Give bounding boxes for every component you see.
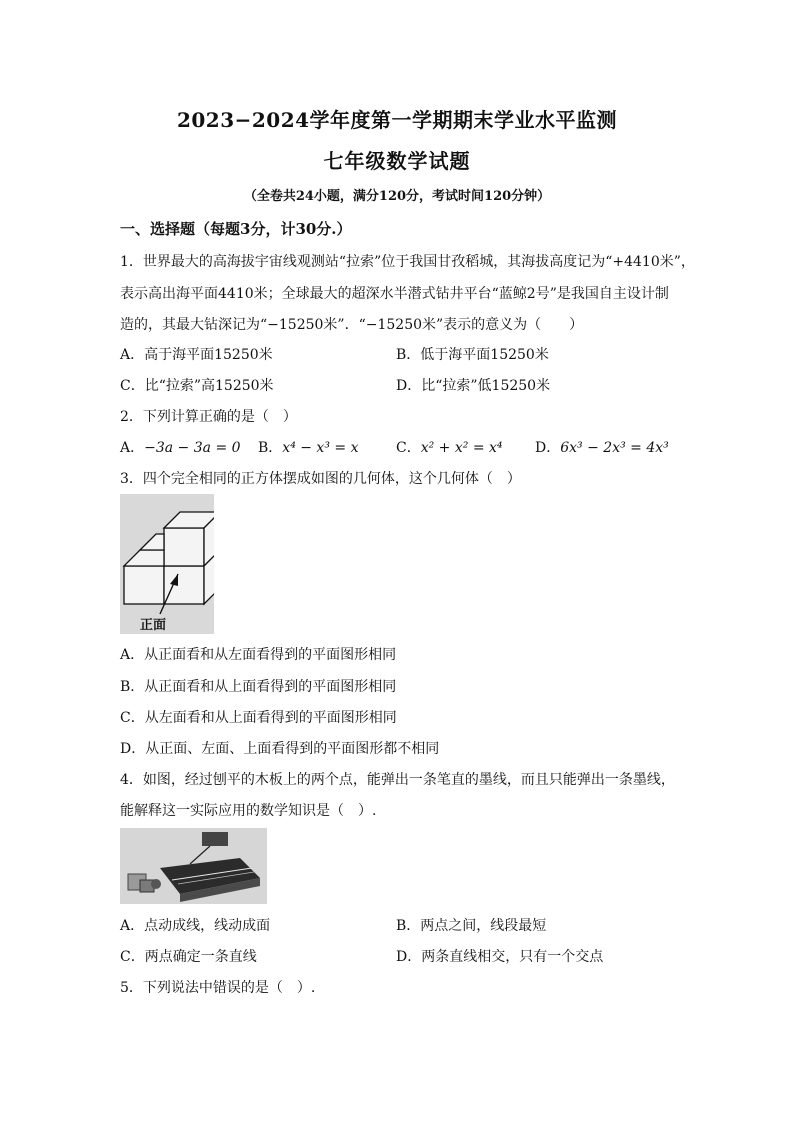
q2-stem: 2．下列计算正确的是（ ） bbox=[120, 409, 297, 425]
q1-stem-line1: 1．世界最大的高海拔宇宙线观测站“拉索”位于我国甘孜稻城，其海拔高度记为“+4410米”， bbox=[120, 254, 695, 270]
q2-option-a bbox=[120, 437, 241, 457]
q2-option-d-expr: 6x³ − 2x³ = 4x³ bbox=[560, 440, 669, 456]
q2-option-c-expr: x² + x² = x⁴ bbox=[420, 440, 503, 456]
q1-stem-line3: 造的，其最大钻深记为“−15250米”．“−15250米”表示的意义为（ ） bbox=[120, 317, 584, 333]
q3-figure-label: 正面 bbox=[140, 618, 167, 633]
q3-option-d: D．从正面、左面、上面看得到的平面图形都不相同 bbox=[120, 741, 440, 757]
q4-option-a: A．点动成线，线动成面 bbox=[120, 918, 271, 934]
q3-option-b: B．从正面看和从上面看得到的平面图形相同 bbox=[120, 679, 397, 695]
q2-option-d-label: D． bbox=[535, 440, 561, 456]
q4-option-b: B．两点之间，线段最短 bbox=[396, 918, 547, 934]
q2-option-a-expr: −3a − 3a = 0 bbox=[144, 440, 241, 456]
q3-stem: 3．四个完全相同的正方体摆成如图的几何体，这个几何体（ ） bbox=[120, 471, 521, 487]
q3-option-c: C．从左面看和从上面看得到的平面图形相同 bbox=[120, 710, 397, 726]
q5-stem: 5．下列说法中错误的是（ ）. bbox=[120, 980, 316, 996]
q1-option-c: C．比“拉索”高15250米 bbox=[120, 378, 274, 394]
q2-option-d bbox=[535, 437, 669, 457]
q2-option-b-label: B． bbox=[258, 440, 283, 456]
q2-option-b-expr: x⁴ − x³ = x bbox=[282, 440, 359, 456]
q1-stem-line2: 表示高出海平面4410米；全球最大的超深水半潜式钻井平台“蓝鲸2号”是我国自主设计制 bbox=[120, 286, 669, 302]
cube-stack-drawing bbox=[120, 494, 214, 634]
exam-subtitle: 七年级数学试题 bbox=[323, 149, 471, 173]
section-heading-choice: 一、选择题（每题3分，计30分.） bbox=[120, 220, 352, 238]
q4-stem-line2: 能解释这一实际应用的数学知识是（ ）. bbox=[120, 803, 377, 819]
q4-board-photo bbox=[120, 828, 267, 904]
q2-option-c bbox=[396, 437, 503, 457]
q1-option-b: B．低于海平面15250米 bbox=[396, 347, 549, 363]
exam-note: （全卷共24小题，满分120分，考试时间120分钟） bbox=[243, 189, 551, 204]
q2-option-c-label: C． bbox=[396, 440, 421, 456]
q4-option-d: D．两条直线相交，只有一个交点 bbox=[396, 949, 604, 965]
ink-line-board-drawing bbox=[120, 828, 267, 904]
q2-option-b bbox=[258, 437, 358, 457]
exam-title: 2023−2024学年度第一学期期末学业水平监测 bbox=[176, 108, 618, 132]
q4-option-c: C．两点确定一条直线 bbox=[120, 949, 257, 965]
q2-option-a-label: A． bbox=[120, 440, 145, 456]
q1-option-d: D．比“拉索”低15250米 bbox=[396, 378, 551, 394]
q3-cube-figure bbox=[120, 494, 214, 634]
q3-option-a: A．从正面看和从左面看得到的平面图形相同 bbox=[120, 647, 397, 663]
q4-stem-line1: 4．如图，经过刨平的木板上的两个点，能弹出一条笔直的墨线，而且只能弹出一条墨线， bbox=[120, 772, 675, 788]
q1-option-a: A．高于海平面15250米 bbox=[120, 347, 273, 363]
